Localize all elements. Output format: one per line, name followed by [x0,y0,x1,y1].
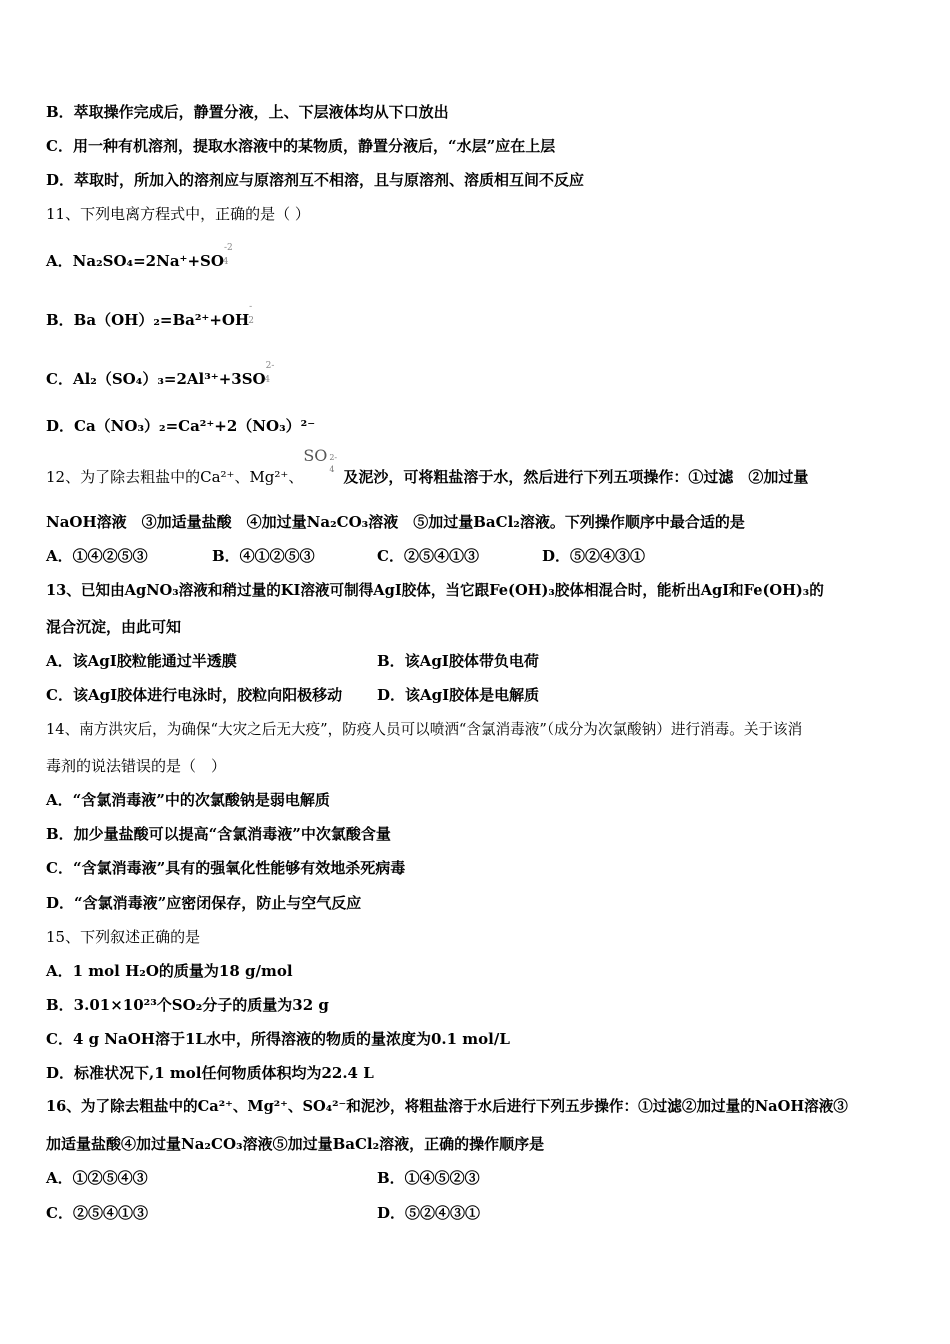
q13-option-d: D．该AgI胶体是电解质 [377,686,540,704]
q14-option-c: C．“含氯消毒液”具有的强氧化性能够有效地杀死病毒 [46,859,406,877]
q15-option-a: A．1 mol H₂O的质量为18 g/mol [46,962,293,980]
q13-option-c: C．该AgI胶体进行电泳时，胶粒向阳极移动 [46,686,343,704]
q11-option-c [46,361,280,392]
q14-stem-line2: 毒剂的说法错误的是（ ） [46,757,227,775]
q11-c-sup: 2- [265,361,275,371]
q11-c-sub: 4 [264,375,271,385]
q12-stem-line1 [46,446,809,487]
q12-option-a: A．①④②⑤③ [46,547,148,565]
q11-option-a-text: A．Na₂SO₄=2Na⁺+SO [46,252,224,270]
q16-option-c: C．②⑤④①③ [46,1204,148,1222]
q12-stem-a: 12、为了除去粗盐中的Ca²⁺、Mg²⁺、 [46,468,304,486]
q12-stem-line2: NaOH溶液 ③加适量盐酸 ④加过量Na₂CO₃溶液 ⑤加过量BaCl₂溶液。下列操作顺序中最合适的是 [46,513,745,531]
q11-a-sub: 4 [222,257,229,267]
q12-stem-b: 及泥沙，可将粗盐溶于水，然后进行下列五项操作：①过滤 ②加过量 [343,468,809,486]
q11-b-sup: - [249,302,253,312]
q16-stem-line2: 加适量盐酸④加过量Na₂CO₃溶液⑤加过量BaCl₂溶液，正确的操作顺序是 [46,1135,545,1153]
q11-stem: 11、下列电离方程式中，正确的是（ ） [46,205,310,223]
q15-option-d: D．标准状况下,1 mol任何物质体积均为22.4 L [46,1064,374,1082]
q11-option-c-text: C．Al₂（SO₄）₃=2Al³⁺+3SO [46,370,266,388]
q11-option-a [46,243,238,274]
so4-sub: 4 [329,465,335,474]
q10-option-d: D．萃取时，所加入的溶剂应与原溶剂互不相溶，且与原溶剂、溶质相互间不反应 [46,171,585,189]
q15-option-b: B．3.01×10²³个SO₂分子的质量为32 g [46,996,329,1014]
q16-option-a: A．①②⑤④③ [46,1169,148,1187]
q13-stem-line1: 13、已知由AgNO₃溶液和稍过量的KI溶液可制得AgI胶体，当它跟Fe(OH)₃胶体相混合时，能析出AgI和Fe(OH)₃的 [46,582,824,599]
q13-option-b: B．该AgI胶体带负电荷 [377,652,539,670]
q16-option-b: B．①④⑤②③ [377,1169,480,1187]
so4-sup: 2- [329,453,338,462]
q14-option-b: B．加少量盐酸可以提高“含氯消毒液”中次氯酸含量 [46,825,391,843]
q16-stem-line1: 16、为了除去粗盐中的Ca²⁺、Mg²⁺、SO₄²⁻和泥沙，将粗盐溶于水后进行下列五步操作：①过滤②加过量的NaOH溶液③ [46,1098,848,1115]
q11-a-sup: -2 [223,243,233,253]
so4-main: SO [303,446,328,465]
q11-option-d: D．Ca（NO₃）₂=Ca²⁺+2（NO₃）²⁻ [46,417,316,435]
sulfate-formula [303,446,343,482]
q14-option-a: A．“含氯消毒液”中的次氯酸钠是弱电解质 [46,791,330,809]
q16-option-d: D．⑤②④③① [377,1204,481,1222]
q12-option-b: B．④①②⑤③ [212,547,315,565]
q10-option-b: B．萃取操作完成后，静置分液，上、下层液体均从下口放出 [46,103,449,121]
q11-b-sub: 2 [248,316,254,326]
q11-option-b [46,302,258,333]
q14-stem-line1: 14、南方洪灾后，为确保“大灾之后无大疫”，防疫人员可以喷洒“含氯消毒液”（成分为次氯酸钠）进行消毒。关于该消 [46,721,803,738]
q13-option-a: A．该AgI胶粒能通过半透膜 [46,652,237,670]
q15-option-c: C．4 g NaOH溶于1L水中，所得溶液的物质的量浓度为0.1 mol/L [46,1030,510,1048]
q12-option-c: C．②⑤④①③ [377,547,479,565]
q11-option-b-text: B．Ba（OH）₂=Ba²⁺+OH [46,311,250,329]
q12-option-d: D．⑤②④③① [542,547,646,565]
q13-stem-line2: 混合沉淀，由此可知 [46,618,182,636]
q15-stem: 15、下列叙述正确的是 [46,928,201,946]
q14-option-d: D．“含氯消毒液”应密闭保存，防止与空气反应 [46,894,362,912]
q10-option-c: C．用一种有机溶剂，提取水溶液中的某物质，静置分液后，“水层”应在上层 [46,137,556,155]
